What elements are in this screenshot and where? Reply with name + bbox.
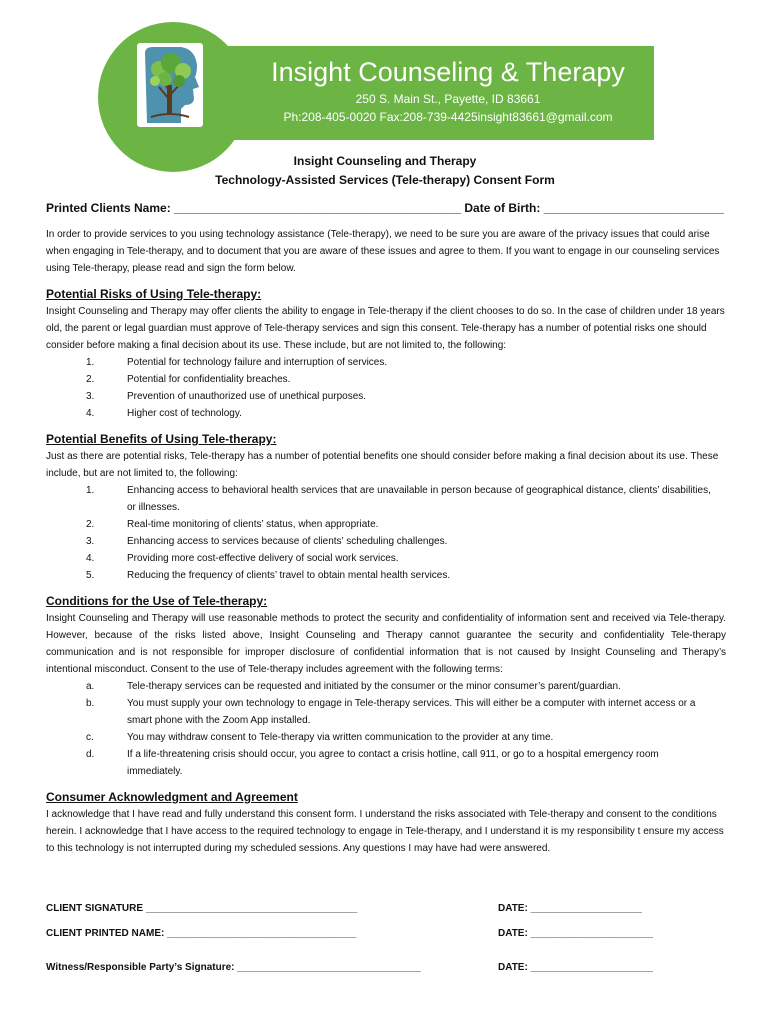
client-signature-field[interactable]: CLIENT SIGNATURE ______________________________________ [46,903,358,914]
client-printed-name-field[interactable]: CLIENT PRINTED NAME: __________________________________ [46,928,357,939]
item-number: 1. [86,485,95,496]
org-name: Insight Counseling & Therapy [271,57,625,87]
witness-signature-field[interactable]: Witness/Responsible Party’s Signature: _________________________________ [46,962,421,973]
client-printed-date-field[interactable]: DATE: ______________________ [498,928,653,939]
item-text: Real-time monitoring of clients’ status, when appropriate. [127,519,379,530]
dob-label: Date of Birth: [464,201,541,215]
org-contact: Ph:208-405-0020 Fax:208-739-4425insight83661@gmail.com [283,110,613,124]
item-number: 2. [86,374,95,385]
risks-heading: Potential Risks of Using Tele-therapy: [46,287,262,301]
item-number: 4. [86,408,95,419]
form-title: Technology-Assisted Services (Tele-therapy) Consent Form [215,173,555,187]
client-name-label: Printed Clients Name: [46,201,171,215]
list-item [46,371,726,388]
list-item [46,567,726,584]
list-item [46,354,726,371]
benefits-heading: Potential Benefits of Using Tele-therapy: [46,432,277,446]
org-address: 250 S. Main St., Payette, ID 83661 [355,92,541,106]
acknowledgment-paragraph: I acknowledge that I have read and fully understand this consent form. I understand the risks associated with Tele-therapy and consent to the conditions herein. I acknowledge that I have access to the required technology to engage in Tele-therapy, and I understand it is my responsibility t ensure my access to this technology is not interrupted during my scheduled sessions. Any questions I may have had were answered. [46,809,724,854]
item-number: 5. [86,570,95,581]
item-text: Enhancing access to services because of clients’ scheduling challenges. [127,536,448,547]
item-text: Potential for technology failure and interruption of services. [127,357,388,368]
item-text: Reducing the frequency of clients’ travel to obtain mental health services. [127,570,451,581]
item-text: Enhancing access to behavioral health services that are unavailable in person because of geographical distance, clients’ disabilities, or illnesses. [127,485,711,513]
item-number: 1. [86,357,95,368]
witness-signature-row [46,962,726,978]
client-printed-name-row [46,928,726,944]
item-text: Higher cost of technology. [127,408,242,419]
logo-graphic [137,43,203,127]
list-item [46,482,726,516]
benefits-paragraph: Just as there are potential risks, Tele-therapy has a number of potential benefits one should consider before making a final decision about its use. These include, but are not limited to, the following: [46,451,719,479]
letterhead-text [248,54,648,126]
item-number: 3. [86,391,95,402]
acknowledgment-heading: Consumer Acknowledgment and Agreement [46,790,298,804]
item-text: You must supply your own technology to engage in Tele-therapy services. This will either be a computer with internet access or a smart phone with the Zoom App installed. [127,698,696,726]
intro-paragraph: In order to provide services to you using technology assistance (Tele-therapy), we need to be sure you are aware of the privacy issues that could arise when engaging in Tele-therapy, and to document that you are aware of these issues and agree to them. If you want to engage in our counseling services using Tele-therapy, please read and sign the form below. [46,229,720,274]
list-item [46,678,726,695]
client-signature-date-field[interactable]: DATE: ____________________ [498,903,642,914]
item-number: b. [86,698,95,709]
risks-paragraph: Insight Counseling and Therapy may offer clients the ability to engage in Tele-therapy if the client chooses to do so. In the case of children under 18 years old, the parent or legal guardian must approve of Tele-therapy services and sign this consent. Tele-therapy has a number of potential risks one should consider before making a final decision about its use. These include, but are not limited to, the following: [46,306,725,351]
client-name-field[interactable]: ___________________________________________ [174,201,462,215]
tree-head-icon [137,43,203,127]
list-item [46,516,726,533]
item-text: If a life-threatening crisis should occur, you agree to contact a crisis hotline, call 911, or go to a hospital emergency room immediately. [127,749,659,777]
dob-field[interactable]: ___________________________ [543,201,724,215]
item-text: Providing more cost-effective delivery of social work services. [127,553,399,564]
item-number: 4. [86,553,95,564]
list-item [46,533,726,550]
list-item [46,695,726,729]
item-number: 2. [86,519,95,530]
risks-list [46,354,726,422]
conditions-list [46,678,726,780]
item-number: c. [86,732,94,743]
form-org-title: Insight Counseling and Therapy [293,154,477,168]
item-number: d. [86,749,95,760]
item-text: You may withdraw consent to Tele-therapy via written communication to the provider at any time. [127,732,554,743]
form-body [46,200,726,857]
item-text: Potential for confidentiality breaches. [127,374,291,385]
item-number: a. [86,681,95,692]
letterhead [0,0,770,150]
benefits-list [46,482,726,584]
list-item [46,388,726,405]
list-item [46,550,726,567]
item-text: Prevention of unauthorized use of unethical purposes. [127,391,367,402]
item-text: Tele-therapy services can be requested and initiated by the consumer or the minor consumer’s parent/guardian. [127,681,621,692]
list-item [46,729,726,746]
conditions-paragraph: Insight Counseling and Therapy will use reasonable methods to protect the security and confidentiality of information sent and received via Tele-therapy. However, because of the risks listed above, Insight Counseling and Therapy cannot guarantee the security and confidentiality Tele-therapy communication and is not responsible for improper disclosure of confidential information that is not caused by Insight Counseling and Therapy’s intentional misconduct. Consent to the use of Tele-therapy includes agreement with the following terms: [46,613,726,675]
item-number: 3. [86,536,95,547]
witness-date-field[interactable]: DATE: ______________________ [498,962,653,973]
client-info-line [46,200,726,216]
list-item [46,405,726,422]
client-signature-row [46,903,726,919]
conditions-heading: Conditions for the Use of Tele-therapy: [46,594,268,608]
list-item [46,746,726,780]
